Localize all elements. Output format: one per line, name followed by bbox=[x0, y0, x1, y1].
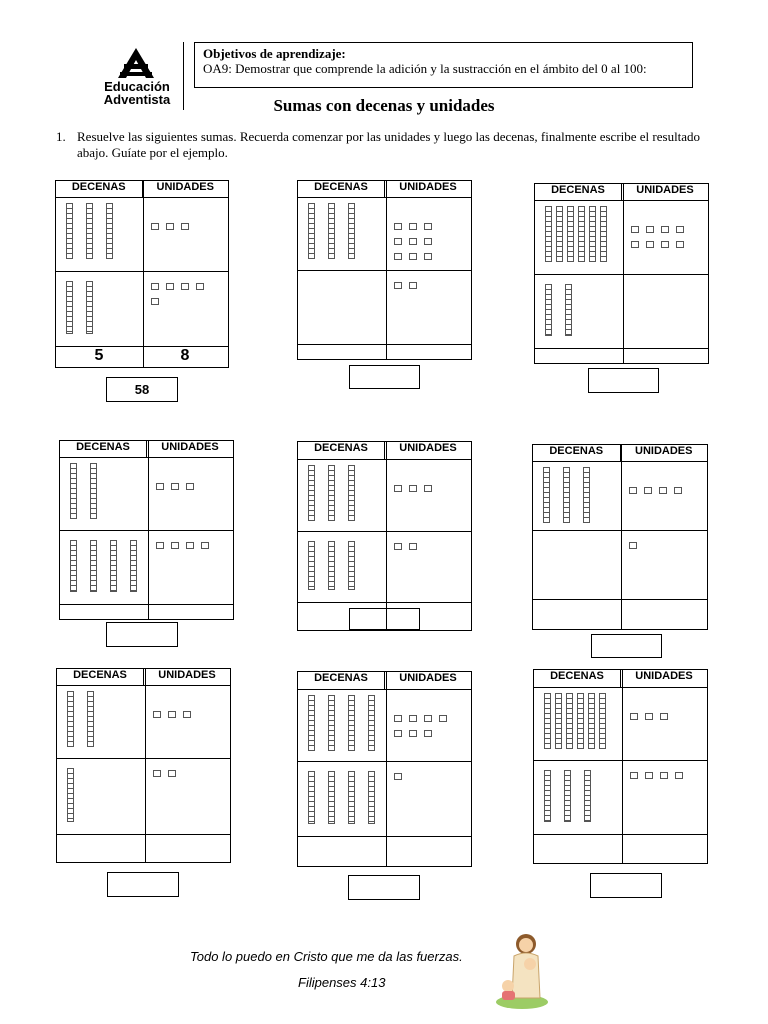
unit-cube bbox=[644, 487, 652, 494]
tens-rod bbox=[67, 691, 74, 747]
unit-cube bbox=[394, 223, 402, 230]
unit-cube bbox=[646, 241, 654, 248]
example-units-result: 8 bbox=[180, 347, 190, 364]
tens-rod bbox=[563, 467, 570, 523]
unit-cube bbox=[166, 283, 174, 290]
header-units: UNIDADES bbox=[635, 670, 693, 682]
header-tens: DECENAS bbox=[298, 672, 385, 689]
tens-rod bbox=[544, 693, 551, 749]
unit-cube bbox=[424, 730, 432, 737]
answer-box[interactable] bbox=[348, 875, 420, 900]
unit-cube bbox=[631, 241, 639, 248]
example-tens-result: 5 bbox=[94, 347, 104, 364]
unit-cube bbox=[156, 483, 164, 490]
unit-cube bbox=[181, 223, 189, 230]
row-divider bbox=[60, 530, 233, 531]
tens-rod bbox=[87, 691, 94, 747]
tens-rod bbox=[578, 206, 585, 262]
unit-cube bbox=[153, 770, 161, 777]
unit-cube bbox=[409, 282, 417, 289]
instruction-number: 1. bbox=[56, 129, 66, 144]
unit-cube bbox=[153, 711, 161, 718]
header-units: UNIDADES bbox=[399, 672, 457, 684]
row-divider bbox=[298, 531, 471, 532]
table-header bbox=[298, 672, 471, 690]
unit-cube bbox=[196, 283, 204, 290]
objectives-text: OA9: Demostrar que comprende la adición y la sustracción en el ámbito del 0 al 100: bbox=[203, 61, 647, 76]
row-divider bbox=[298, 836, 471, 837]
tens-rod bbox=[544, 770, 551, 822]
answer-box[interactable] bbox=[349, 608, 420, 630]
unit-cube bbox=[675, 772, 683, 779]
tens-rod bbox=[70, 463, 77, 519]
unit-cube bbox=[151, 223, 159, 230]
tens-rod bbox=[584, 770, 591, 822]
unit-cube bbox=[156, 542, 164, 549]
unit-cube bbox=[646, 226, 654, 233]
unit-cube bbox=[409, 253, 417, 260]
objectives-heading: Objetivos de aprendizaje: bbox=[203, 46, 346, 61]
unit-cube bbox=[661, 226, 669, 233]
column-divider bbox=[621, 445, 622, 629]
row-divider bbox=[56, 271, 228, 272]
instruction bbox=[56, 129, 716, 161]
exercise-table bbox=[297, 671, 472, 867]
header-tens: DECENAS bbox=[60, 441, 147, 457]
tens-rod bbox=[308, 203, 315, 259]
tens-rod bbox=[66, 281, 73, 334]
unit-cube bbox=[409, 543, 417, 550]
exercise-table bbox=[532, 444, 708, 630]
header-units: UNIDADES bbox=[635, 445, 693, 457]
unit-cube bbox=[645, 772, 653, 779]
unit-cube bbox=[168, 711, 176, 718]
logo-line1: Educación bbox=[104, 79, 170, 94]
tens-rod bbox=[308, 695, 315, 751]
row-divider bbox=[57, 758, 230, 759]
objectives-box bbox=[194, 42, 693, 88]
header-tens: DECENAS bbox=[57, 669, 144, 685]
header-tens: DECENAS bbox=[533, 445, 621, 461]
exercise-table bbox=[533, 669, 708, 864]
unit-cube bbox=[439, 715, 447, 722]
table-header bbox=[534, 670, 707, 688]
answer-box[interactable] bbox=[349, 365, 420, 389]
exercise-table bbox=[534, 183, 709, 364]
tens-rod bbox=[567, 206, 574, 262]
unit-cube bbox=[186, 483, 194, 490]
tens-rod bbox=[545, 206, 552, 262]
exercise-table bbox=[297, 441, 472, 631]
row-divider bbox=[534, 760, 707, 761]
answer-box[interactable] bbox=[590, 873, 662, 898]
tens-rod bbox=[348, 465, 355, 521]
unit-cube bbox=[631, 226, 639, 233]
example-result-row bbox=[56, 345, 228, 367]
unit-cube bbox=[629, 542, 637, 549]
row-divider bbox=[298, 344, 471, 345]
header-tens: DECENAS bbox=[298, 442, 385, 459]
row-divider bbox=[57, 834, 230, 835]
tens-rod bbox=[348, 203, 355, 259]
tens-rod bbox=[70, 540, 77, 592]
footer-reference: Filipenses 4:13 bbox=[298, 975, 386, 990]
header-units: UNIDADES bbox=[158, 669, 216, 681]
header-units: UNIDADES bbox=[156, 181, 214, 193]
unit-cube bbox=[645, 713, 653, 720]
unit-cube bbox=[676, 241, 684, 248]
unit-cube bbox=[409, 730, 417, 737]
tens-rod bbox=[90, 540, 97, 592]
tens-rod bbox=[308, 465, 315, 521]
row-divider bbox=[535, 274, 708, 275]
unit-cube bbox=[630, 713, 638, 720]
unit-cube bbox=[186, 542, 194, 549]
tens-rod bbox=[348, 695, 355, 751]
tens-rod bbox=[348, 541, 355, 590]
exercise-table bbox=[56, 668, 231, 863]
unit-cube bbox=[183, 711, 191, 718]
tens-rod bbox=[110, 540, 117, 592]
tens-rod bbox=[66, 203, 73, 259]
unit-cube bbox=[409, 223, 417, 230]
answer-box[interactable] bbox=[106, 622, 178, 647]
table-header bbox=[535, 184, 708, 201]
tens-rod bbox=[86, 203, 93, 259]
tens-rod bbox=[328, 771, 335, 824]
unit-cube bbox=[629, 487, 637, 494]
header-tens: DECENAS bbox=[298, 181, 385, 197]
tens-rod bbox=[328, 541, 335, 590]
unit-cube bbox=[409, 715, 417, 722]
answer-box[interactable] bbox=[588, 368, 659, 393]
example-answer-box: 58 bbox=[106, 377, 178, 402]
row-divider bbox=[298, 270, 471, 271]
row-divider bbox=[60, 604, 233, 605]
tens-rod bbox=[348, 771, 355, 824]
tens-rod bbox=[545, 284, 552, 336]
answer-box[interactable] bbox=[591, 634, 662, 658]
table-header bbox=[533, 445, 707, 462]
unit-cube bbox=[166, 223, 174, 230]
table-header bbox=[298, 442, 471, 460]
unit-cube bbox=[674, 487, 682, 494]
tens-rod bbox=[599, 693, 606, 749]
tens-rod bbox=[589, 206, 596, 262]
tens-rod bbox=[106, 203, 113, 259]
table-header bbox=[298, 181, 471, 198]
unit-cube bbox=[660, 713, 668, 720]
footer-verse: Todo lo puedo en Cristo que me da las fuerzas. bbox=[190, 949, 463, 964]
tens-rod bbox=[577, 693, 584, 749]
unit-cube bbox=[424, 715, 432, 722]
unit-cube bbox=[181, 283, 189, 290]
exercise-table bbox=[59, 440, 234, 620]
unit-cube bbox=[151, 283, 159, 290]
tens-rod bbox=[565, 284, 572, 336]
unit-cube bbox=[151, 298, 159, 305]
unit-cube bbox=[394, 253, 402, 260]
tens-rod bbox=[328, 695, 335, 751]
row-divider bbox=[535, 348, 708, 349]
tens-rod bbox=[368, 771, 375, 824]
tens-rod bbox=[588, 693, 595, 749]
row-divider bbox=[298, 602, 471, 603]
header-tens: DECENAS bbox=[534, 670, 621, 687]
header-units: UNIDADES bbox=[161, 441, 219, 453]
exercise-table bbox=[297, 180, 472, 360]
table-header bbox=[56, 181, 228, 198]
unit-cube bbox=[394, 238, 402, 245]
exercise-table bbox=[55, 180, 229, 368]
header-tens: DECENAS bbox=[535, 184, 622, 200]
unit-cube bbox=[676, 226, 684, 233]
row-divider bbox=[533, 530, 707, 531]
unit-cube bbox=[630, 772, 638, 779]
unit-cube bbox=[424, 485, 432, 492]
header-tens: DECENAS bbox=[56, 181, 143, 197]
tens-rod bbox=[308, 771, 315, 824]
tens-rod bbox=[308, 541, 315, 590]
unit-cube bbox=[171, 542, 179, 549]
unit-cube bbox=[168, 770, 176, 777]
header-units: UNIDADES bbox=[399, 181, 457, 193]
jesus-children-illustration-icon bbox=[492, 930, 548, 1010]
unit-cube bbox=[394, 282, 402, 289]
unit-cube bbox=[409, 485, 417, 492]
unit-cube bbox=[424, 253, 432, 260]
unit-cube bbox=[394, 715, 402, 722]
unit-cube bbox=[660, 772, 668, 779]
answer-box[interactable] bbox=[107, 872, 179, 897]
tens-rod bbox=[555, 693, 562, 749]
unit-cube bbox=[424, 238, 432, 245]
row-divider bbox=[534, 834, 707, 835]
row-divider bbox=[533, 599, 707, 600]
tens-rod bbox=[583, 467, 590, 523]
tens-rod bbox=[543, 467, 550, 523]
table-header bbox=[57, 669, 230, 686]
tens-rod bbox=[368, 695, 375, 751]
unit-cube bbox=[394, 485, 402, 492]
row-divider bbox=[298, 761, 471, 762]
table-header bbox=[60, 441, 233, 458]
tens-rod bbox=[556, 206, 563, 262]
tens-rod bbox=[86, 281, 93, 334]
unit-cube bbox=[659, 487, 667, 494]
tens-rod bbox=[566, 693, 573, 749]
unit-cube bbox=[394, 730, 402, 737]
tens-rod bbox=[600, 206, 607, 262]
tens-rod bbox=[328, 203, 335, 259]
unit-cube bbox=[661, 241, 669, 248]
tens-rod bbox=[328, 465, 335, 521]
unit-cube bbox=[201, 542, 209, 549]
tens-rod bbox=[130, 540, 137, 592]
tens-rod bbox=[564, 770, 571, 822]
unit-cube bbox=[424, 223, 432, 230]
tens-rod bbox=[67, 768, 74, 822]
unit-cube bbox=[394, 773, 402, 780]
column-divider bbox=[143, 181, 144, 367]
instruction-text: Resuelve las siguientes sumas. Recuerda comenzar por las unidades y luego las decenas, finalmente escribe el resultado abajo. Guíate por el ejemplo. bbox=[77, 129, 701, 160]
unit-cube bbox=[394, 543, 402, 550]
header-units: UNIDADES bbox=[399, 442, 457, 454]
page-title: Sumas con decenas y unidades bbox=[273, 96, 495, 115]
logo-line2: Adventista bbox=[103, 92, 171, 107]
header-units: UNIDADES bbox=[636, 184, 694, 196]
unit-cube bbox=[171, 483, 179, 490]
tens-rod bbox=[90, 463, 97, 519]
unit-cube bbox=[409, 238, 417, 245]
